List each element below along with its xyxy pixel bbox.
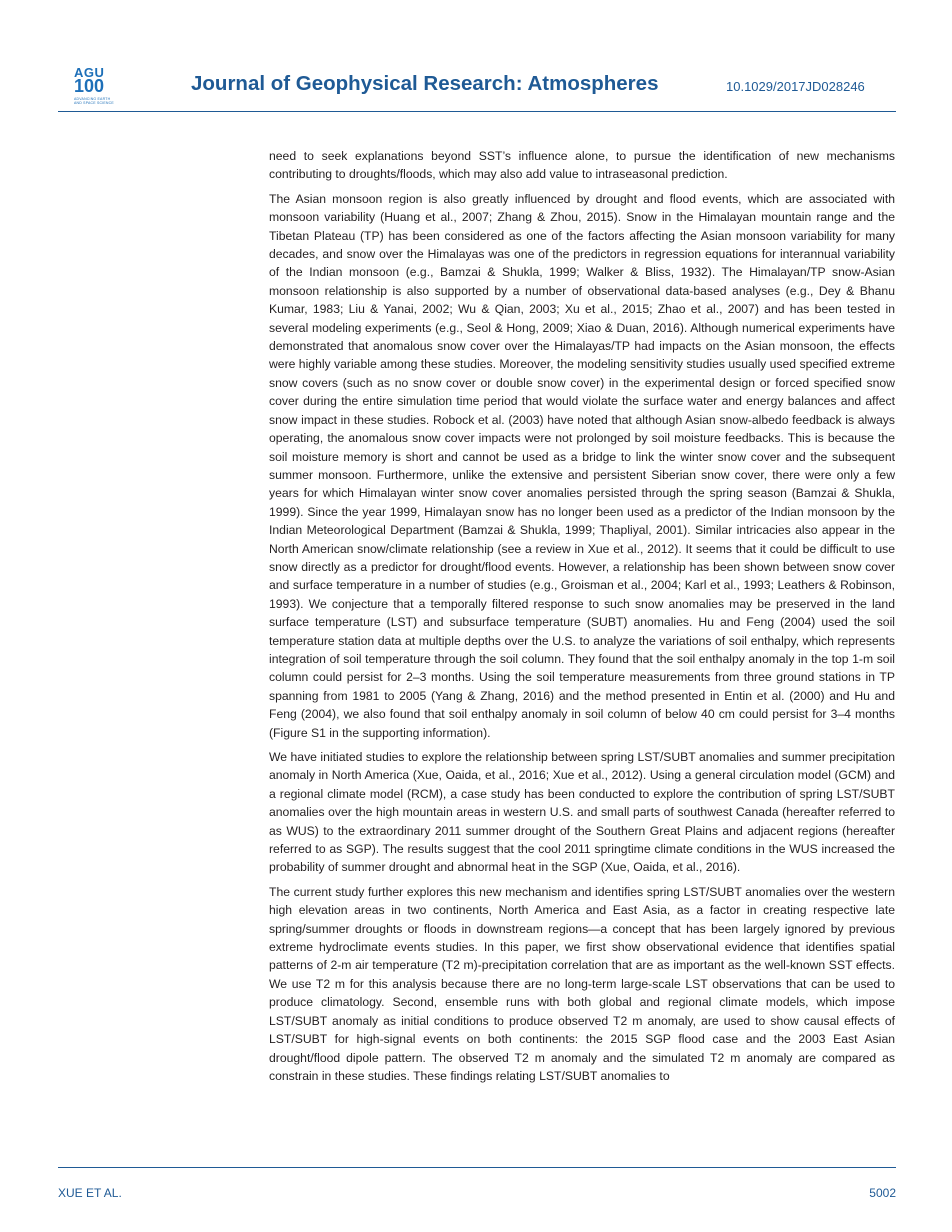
page-number: 5002 xyxy=(869,1186,896,1200)
agu-logo-number: 100 xyxy=(74,76,105,96)
paragraph-4: The current study further explores this new mechanism and identifies spring LST/SUBT anomalies over the western high elevation areas in two continents, North America and East Asia, as a factor in creating respective late spring/summer droughts or floods in downstream regions—a concept that has been largely ignored by previous extreme hydroclimate events studies. In this paper, we first show observational evidence that identifies spatial patterns of 2-m air temperature (T2 m)-precipitation correlation that are as important as the well-known SST effects. We use T2 m for this analysis because there are no long-term large-scale LST observations that can be used to produce climatology. Second, ensemble runs with both global and regional climate models, which impose LST/SUBT anomaly as initial conditions to produce observed T2 m anomaly, are used to show causal effects of LST/SUBT for high-signal events on both continents: the 2015 SGP flood case and the 2003 East Asian drought/flood dipole pattern. The observed T2 m anomaly and the simulated T2 m anomaly are compared as constrain in these studies. These findings relating LST/SUBT anomalies to xyxy=(269,884,895,1083)
agu-logo xyxy=(74,66,114,106)
journal-title: Journal of Geophysical Research: Atmospheres xyxy=(191,72,659,95)
paragraph-3: We have initiated studies to explore the relationship between spring LST/SUBT anomalies and summer precipitation anomaly in North America (Xue, Oaida, et al., 2016; Xue et al., 2012). Using a general circulation model (GCM) and a regional climate model (RCM), a case study has been conducted to explore the contribution of spring LST/SUBT anomalies over the high mountain areas in western U.S. and small parts of southwest Canada (hereafter referred to as WUS) to the extraordinary 2011 summer drought of the Southern Great Plains and adjacent regions (hereafter referred to as SGP). The results suggest that the cool 2011 springtime climate conditions in the WUS increased the probability of summer drought and abnormal heat in the SGP (Xue, Oaida, et al., 2016). xyxy=(269,750,895,875)
header-divider xyxy=(58,111,896,112)
paragraph-1: need to seek explanations beyond SST’s influence alone, to pursue the identification of new mechanisms contributing to droughts/floods, which may also add value to intraseasonal prediction. xyxy=(269,149,895,182)
agu-logo-text: AGU xyxy=(74,65,105,80)
doi-link[interactable]: 10.1029/2017JD028246 xyxy=(726,79,865,94)
agu-logo-tagline: ADVANCING EARTH AND SPACE SCIENCE xyxy=(74,97,114,106)
footer-divider xyxy=(58,1167,896,1168)
article-body xyxy=(269,147,895,1091)
paragraph-2: The Asian monsoon region is also greatly influenced by drought and flood events, which are associated with monsoon variability (Huang et al., 2007; Zhang & Zhou, 2015). Snow in the Himalayan mountain range and the Tibetan Plateau (TP) has been considered as one of the factors affecting the Asian monsoon variability for many decades, and snow over the Himalayas was one of the predictors in regression equations for interannual variability of the Indian monsoon (e.g., Bamzai & Shukla, 1999; Walker & Bliss, 1932). The Himalayan/TP snow-Asian monsoon relationship is also supported by a number of observational data-based analyses (e.g., Dey & Bhanu Kumar, 1983; Liu & Yanai, 2002; Wu & Qian, 2003; Xu et al., 2015; Zhao et al., 2007) and has been tested in several modeling experiments (e.g., Seol & Hong, 2009; Xiao & Duan, 2016). Although numerical experiments have demonstrated that anomalous snow cover over the Himalayas/TP had impacts on the Asian monsoon, the effects were highly variable among these studies. Moreover, the modeling sensitivity studies usually used specified extreme snow covers (such as no snow cover or double snow cover) in the experimental design or forced specified snow cover during the entire simulation time period that would violate the surface water and energy balances and affect snow impact in these studies. Robock et al. (2003) have noted that although Asian snow-albedo feedback is always operating, the anomalous snow cover impacts were not prolonged by soil moisture feedbacks. This is because the soil moisture memory is short and cannot be used as a bridge to link the winter snow cover and the subsequent summer monsoon. Furthermore, unlike the extensive and persistent Siberian snow cover, there were only a few years for which Himalayan winter snow cover anomalies persisted through the spring season (Bamzai & Shukla, 1999). Since the year 1999, Himalayan snow has no longer been used as a predictor of the Indian monsoon by the Indian Meteorological Department (Bamzai & Shukla, 1999; Thapliyal, 2001). Similar intricacies also appear in the North American snow/climate relationship (see a review in Xue et al., 2012). It seems that it could be difficult to use snow directly as a predictor for drought/flood events. However, a relationship has been shown between snow cover and surface temperature in a number of studies (e.g., Groisman et al., 2004; Karl et al., 1993; Leathers & Robinson, 1993). We conjecture that a temporally filtered response to such snow anomalies may be preserved in the land surface temperature (LST) and subsurface temperature (SUBT) anomalies. Hu and Feng (2004) used the soil temperature station data at multiple depths over the U.S. to analyze the variations of soil enthalpy, which represents integration of soil temperature through the soil column. They found that the soil enthalpy anomaly in the top 1-m soil column could persist for 2–3 months. Using the soil temperature measurements from three ground stations in TP spanning from 1981 to 2005 (Yang & Zhang, 2016) and the method presented in Entin et al. (2000) and Hu and Feng (2004), we also found that soil enthalpy anomaly in soil column of below 40 cm could persist for 3–4 months (Figure S1 in the supporting information). xyxy=(269,191,895,740)
footer-authors: XUE ET AL. xyxy=(58,1186,122,1200)
